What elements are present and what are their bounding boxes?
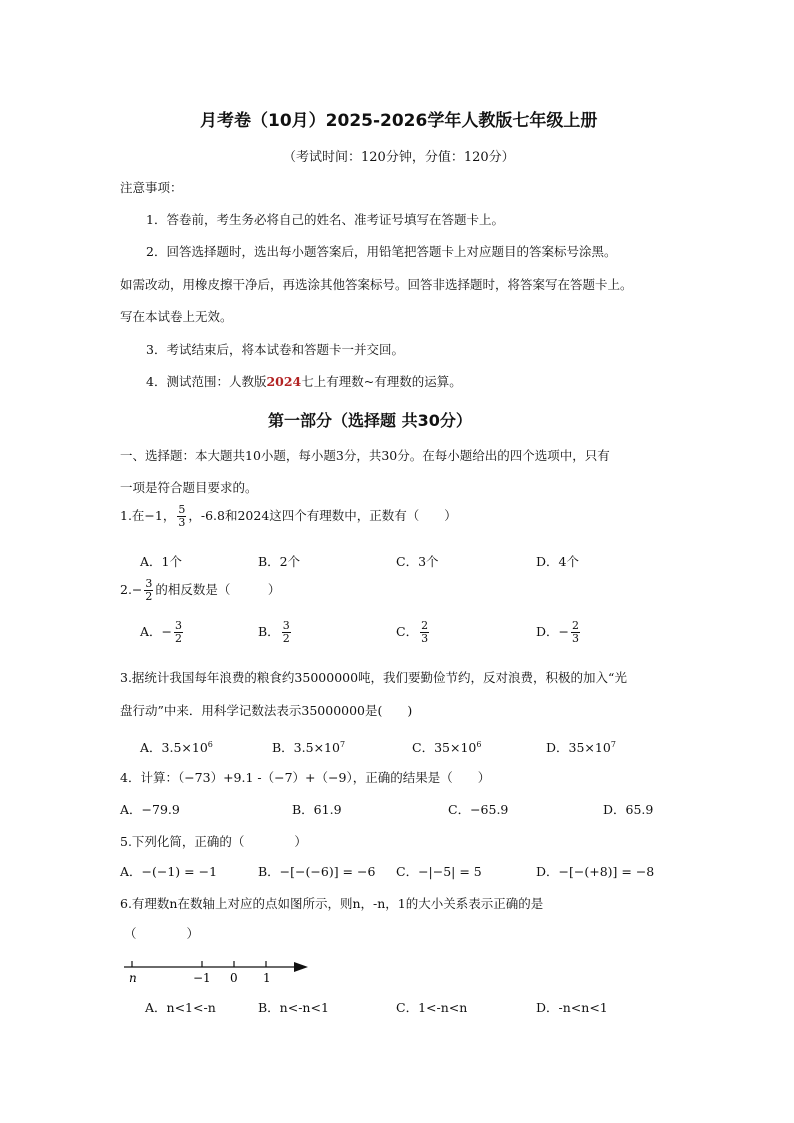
q2-option-c-fraction <box>420 620 429 645</box>
axis-label-minus-1: −1 <box>193 971 211 985</box>
q2-option-a-label: A．− <box>140 624 173 639</box>
q1-frac-num: 5 <box>178 503 186 516</box>
q3-d-exp: 7 <box>610 739 616 749</box>
q2-option-b-label: B． <box>258 624 280 639</box>
axis-label-0: 0 <box>230 971 238 985</box>
note-4-prefix: 4．测试范围：人教版 <box>146 374 267 389</box>
q5-option-c[interactable]: C．−|−5| = 5 <box>396 864 482 879</box>
q3-option-d[interactable] <box>546 738 616 756</box>
q1-fraction <box>177 504 186 529</box>
q3-a-exp: 6 <box>207 739 213 749</box>
q6-option-a[interactable]: A．n<1<-n <box>145 1000 216 1015</box>
q3-b-base: B．3.5×10 <box>272 740 340 755</box>
q4-option-b[interactable]: B．61.9 <box>292 802 342 817</box>
q3-option-b[interactable] <box>272 738 345 756</box>
q4-option-c[interactable]: C．−65.9 <box>448 802 509 817</box>
question-3-line-2: 盘行动”中来．用科学记数法表示35000000是( ) <box>120 703 413 718</box>
note-2-line-1: 2．回答选择题时，选出每小题答案后，用铅笔把答题卡上对应题目的答案标号涂黑。 <box>146 244 617 259</box>
q2-d-num: 2 <box>572 619 579 632</box>
number-line <box>118 952 318 988</box>
section-title: 第一部分（选择题 共30分） <box>268 411 472 430</box>
q3-a-base: A．3.5×10 <box>140 740 208 755</box>
q2-d-den: 3 <box>572 632 579 645</box>
q1-option-b[interactable]: B．2个 <box>258 554 301 569</box>
note-4-year: 2024 <box>266 374 302 389</box>
q1-option-a[interactable]: A．1个 <box>140 554 182 569</box>
q1-frac-den: 3 <box>178 516 186 529</box>
question-6-stem: 6.有理数n在数轴上对应的点如图所示，则n，-n，1的大小关系表示正确的是 <box>120 896 544 911</box>
question-5-stem: 5.下列化简，正确的（ ） <box>120 834 307 849</box>
section-intro-line-2: 一项是符合题目要求的。 <box>120 480 258 495</box>
q2-frac-den: 2 <box>145 590 153 603</box>
number-line-arrow-icon <box>294 962 308 972</box>
q1-option-c[interactable]: C．3个 <box>396 554 439 569</box>
q4-option-d[interactable]: D．65.9 <box>603 802 654 817</box>
note-2-line-3: 写在本试卷上无效。 <box>120 309 233 324</box>
q4-option-a[interactable]: A．−79.9 <box>120 802 180 817</box>
q2-option-a[interactable] <box>140 620 185 645</box>
question-3-line-1: 3.据统计我国每年浪费的粮食约35000000吨，我们要勤俭节约，反对浪费，积极的加入“光 <box>120 670 627 685</box>
q2-option-d[interactable] <box>536 620 582 645</box>
q2-frac-num: 3 <box>145 577 153 590</box>
exam-subtitle: （考试时间：120分钟，分值：120分） <box>283 150 515 165</box>
question-4-stem: 4．计算：（−73）+9.1 -（−7）+（−9），正确的结果是（ ） <box>120 770 491 785</box>
q2-option-c-label: C． <box>396 624 419 639</box>
q3-d-base: D．35×10 <box>546 740 611 755</box>
note-3: 3．考试结束后，将本试卷和答题卡一并交回。 <box>146 342 404 357</box>
notes-heading: 注意事项： <box>120 180 183 195</box>
axis-label-1: 1 <box>263 971 271 985</box>
q2-a-num: 3 <box>175 619 183 632</box>
exam-title: 月考卷（10月）2025-2026学年人教版七年级上册 <box>200 111 598 131</box>
q2-c-den: 3 <box>421 632 429 645</box>
q3-b-exp: 7 <box>339 739 346 749</box>
question-1-stem <box>120 504 457 529</box>
q5-option-d[interactable]: D．−[−(+8)] = −8 <box>536 864 655 879</box>
q6-option-b[interactable]: B．n<-n<1 <box>258 1000 329 1015</box>
q2-option-b-fraction <box>282 620 291 645</box>
note-4-suffix: 七上有理数~有理数的运算。 <box>301 374 462 389</box>
q3-c-exp: 6 <box>476 739 482 749</box>
q2-b-den: 2 <box>282 632 290 645</box>
note-4 <box>146 372 462 390</box>
axis-label-n: n <box>129 971 137 985</box>
q3-option-a[interactable] <box>140 738 213 756</box>
q1-option-d[interactable]: D．4个 <box>536 554 579 569</box>
q2-suffix: 的相反数是（ ） <box>155 582 281 597</box>
q2-option-a-fraction <box>174 620 183 645</box>
note-2-line-2: 如需改动，用橡皮擦干净后，再选涂其他答案标号。回答非选择题时，将答案写在答题卡上。 <box>120 277 633 292</box>
question-6-paren: （ ） <box>124 926 200 941</box>
note-1: 1．答卷前，考生务必将自己的姓名、准考证号填写在答题卡上。 <box>146 212 504 227</box>
q2-c-num: 2 <box>421 619 429 632</box>
q2-fraction <box>144 578 153 603</box>
q6-option-c[interactable]: C．1<-n<n <box>396 1000 468 1015</box>
question-2-stem <box>120 578 280 603</box>
q2-option-d-label: D．− <box>536 624 569 639</box>
section-intro-line-1: 一、选择题：本大题共10小题，每小题3分，共30分。在每小题给出的四个选项中，只有 <box>120 448 610 463</box>
q2-option-b[interactable] <box>258 620 293 645</box>
q1-suffix: ，-6.8和2024这四个有理数中，正数有（ ） <box>188 508 457 523</box>
q2-option-d-fraction <box>571 620 580 645</box>
q5-option-b[interactable]: B．−[−(−6)] = −6 <box>258 864 376 879</box>
q2-option-c[interactable] <box>396 620 431 645</box>
q1-prefix: 1.在−1， <box>120 508 176 523</box>
q2-prefix: 2.− <box>120 582 143 597</box>
q3-option-c[interactable] <box>412 738 481 756</box>
q5-option-a[interactable]: A．−(−1) = −1 <box>120 864 218 879</box>
q6-option-d[interactable]: D．-n<n<1 <box>536 1000 608 1015</box>
q2-b-num: 3 <box>282 619 290 632</box>
q3-c-base: C．35×10 <box>412 740 477 755</box>
q2-a-den: 2 <box>175 632 183 645</box>
